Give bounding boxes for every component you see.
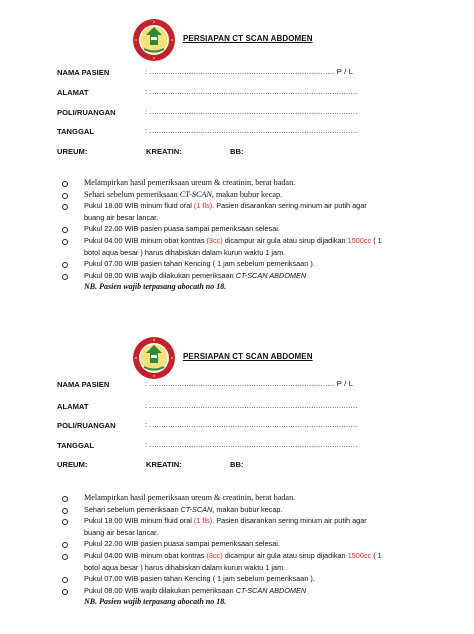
kreatin-label: KREATIN: — [146, 460, 182, 469]
list-item: Sehari sebelum pemeriksaan CT-SCAN, makan bubur kecap. — [62, 189, 432, 201]
bullet-icon — [62, 274, 68, 280]
list-item: Melampirkan hasil pemeriksaan ureum & creatinin, berat badan. — [62, 177, 432, 189]
nama-dots[interactable]: : ................................................................................ P / L — [145, 379, 354, 388]
bullet-icon — [62, 204, 68, 210]
list-item: Pukul 07.00 WIB pasien tahan Kencing ( 1 jam sebelum pemeriksaan ). — [62, 258, 432, 270]
hospital-emblem-icon — [132, 336, 176, 380]
list-item: Pukul 18.00 WIB minum fluid oral (1 fls). Pasien disarankan sering minum air putih agar buang air besar lancar. — [62, 200, 432, 223]
bullet-icon — [62, 496, 68, 502]
bullet-icon — [62, 589, 68, 595]
tanggal-label: TANGGAL — [57, 441, 94, 450]
bullet-icon — [62, 193, 68, 199]
instruction-list — [62, 177, 432, 293]
alamat-label: ALAMAT — [57, 402, 89, 411]
tanggal-dots[interactable]: : .......................................................................................... — [145, 440, 358, 449]
bullet-icon — [62, 181, 68, 187]
poli-label: POLI/RUANGAN — [57, 421, 116, 430]
form-title: PERSIAPAN CT SCAN ABDOMEN — [183, 34, 313, 43]
list-item: Pukul 18.00 WIB minum fluid oral (1 fls). Pasien disarankan sering minum air putih agar buang air besar lancar. — [62, 515, 432, 538]
list-item: Pukul 08.00 WIB wajib dilakukan pemeriksaan CT-SCAN ABDOMEN — [62, 585, 432, 597]
ureum-label: UREUM: — [57, 460, 88, 469]
bullet-icon — [62, 227, 68, 233]
list-item: Pukul 08.00 WIB wajib dilakukan pemeriksaan CT-SCAN ABDOMEN — [62, 270, 432, 282]
bullet-icon — [62, 262, 68, 268]
list-item: Pukul 07.00 WIB pasien tahan Kencing ( 1 jam sebelum pemeriksaan ). — [62, 573, 432, 585]
nb-note: NB. Pasien wajib terpasang abocath no 18. — [84, 597, 227, 607]
list-item: Pukul 22.00 WIB pasien puasa sampai pemeriksaan selesai. — [62, 538, 432, 550]
nama-dots[interactable]: : ................................................................................ P / L — [145, 67, 354, 76]
list-item: Melampirkan hasil pemeriksaan ureum & creatinin, berat badan. — [62, 492, 432, 504]
bullet-icon — [62, 508, 68, 514]
bb-label: BB: — [230, 460, 244, 469]
list-item: Pukul 04.00 WIB minum obat kontras (3cc) dicampur air gula atau sirup dijadikan 1500cc ( 1 botol aqua besar ) harus dihabiskan dalam kurun waktu 1 jam. — [62, 235, 432, 258]
bullet-icon — [62, 554, 68, 560]
instruction-list — [62, 492, 432, 608]
tanggal-dots[interactable]: : .......................................................................................... — [145, 126, 358, 135]
form-title: PERSIAPAN CT SCAN ABDOMEN — [183, 352, 313, 361]
poli-dots[interactable]: : .......................................................................................... — [145, 107, 358, 116]
bullet-icon — [62, 239, 68, 245]
alamat-dots[interactable]: : .......................................................................................... — [145, 87, 358, 96]
list-item: Sehari sebelum pemeriksaan CT-SCAN, makan bubur kecap. — [62, 504, 432, 516]
kreatin-label: KREATIN: — [146, 147, 182, 156]
bb-label: BB: — [230, 147, 244, 156]
tanggal-label: TANGGAL — [57, 127, 94, 136]
nama-label: NAMA PASIEN — [57, 380, 110, 389]
bullet-icon — [62, 542, 68, 548]
hospital-emblem-icon — [132, 18, 176, 62]
nb-note: NB. Pasien wajib terpasang abocath no 18. — [84, 282, 227, 292]
list-item: Pukul 22.00 WIB pasien puasa sampai pemeriksaan selesai. — [62, 223, 432, 235]
form-section-2 — [0, 318, 474, 634]
bullet-icon — [62, 519, 68, 525]
nama-label: NAMA PASIEN — [57, 68, 110, 77]
form-section-1 — [0, 0, 474, 316]
ureum-label: UREUM: — [57, 147, 88, 156]
alamat-label: ALAMAT — [57, 88, 89, 97]
list-item: Pukul 04.00 WIB minum obat kontras (3cc) dicampur air gula atau sirup dijadikan 1500cc ( 1 botol aqua besar ) harus dihabiskan dalam kurun waktu 1 jam. — [62, 550, 432, 573]
alamat-dots[interactable]: : .......................................................................................... — [145, 401, 358, 410]
bullet-icon — [62, 577, 68, 583]
poli-dots[interactable]: : .......................................................................................... — [145, 420, 358, 429]
poli-label: POLI/RUANGAN — [57, 108, 116, 117]
